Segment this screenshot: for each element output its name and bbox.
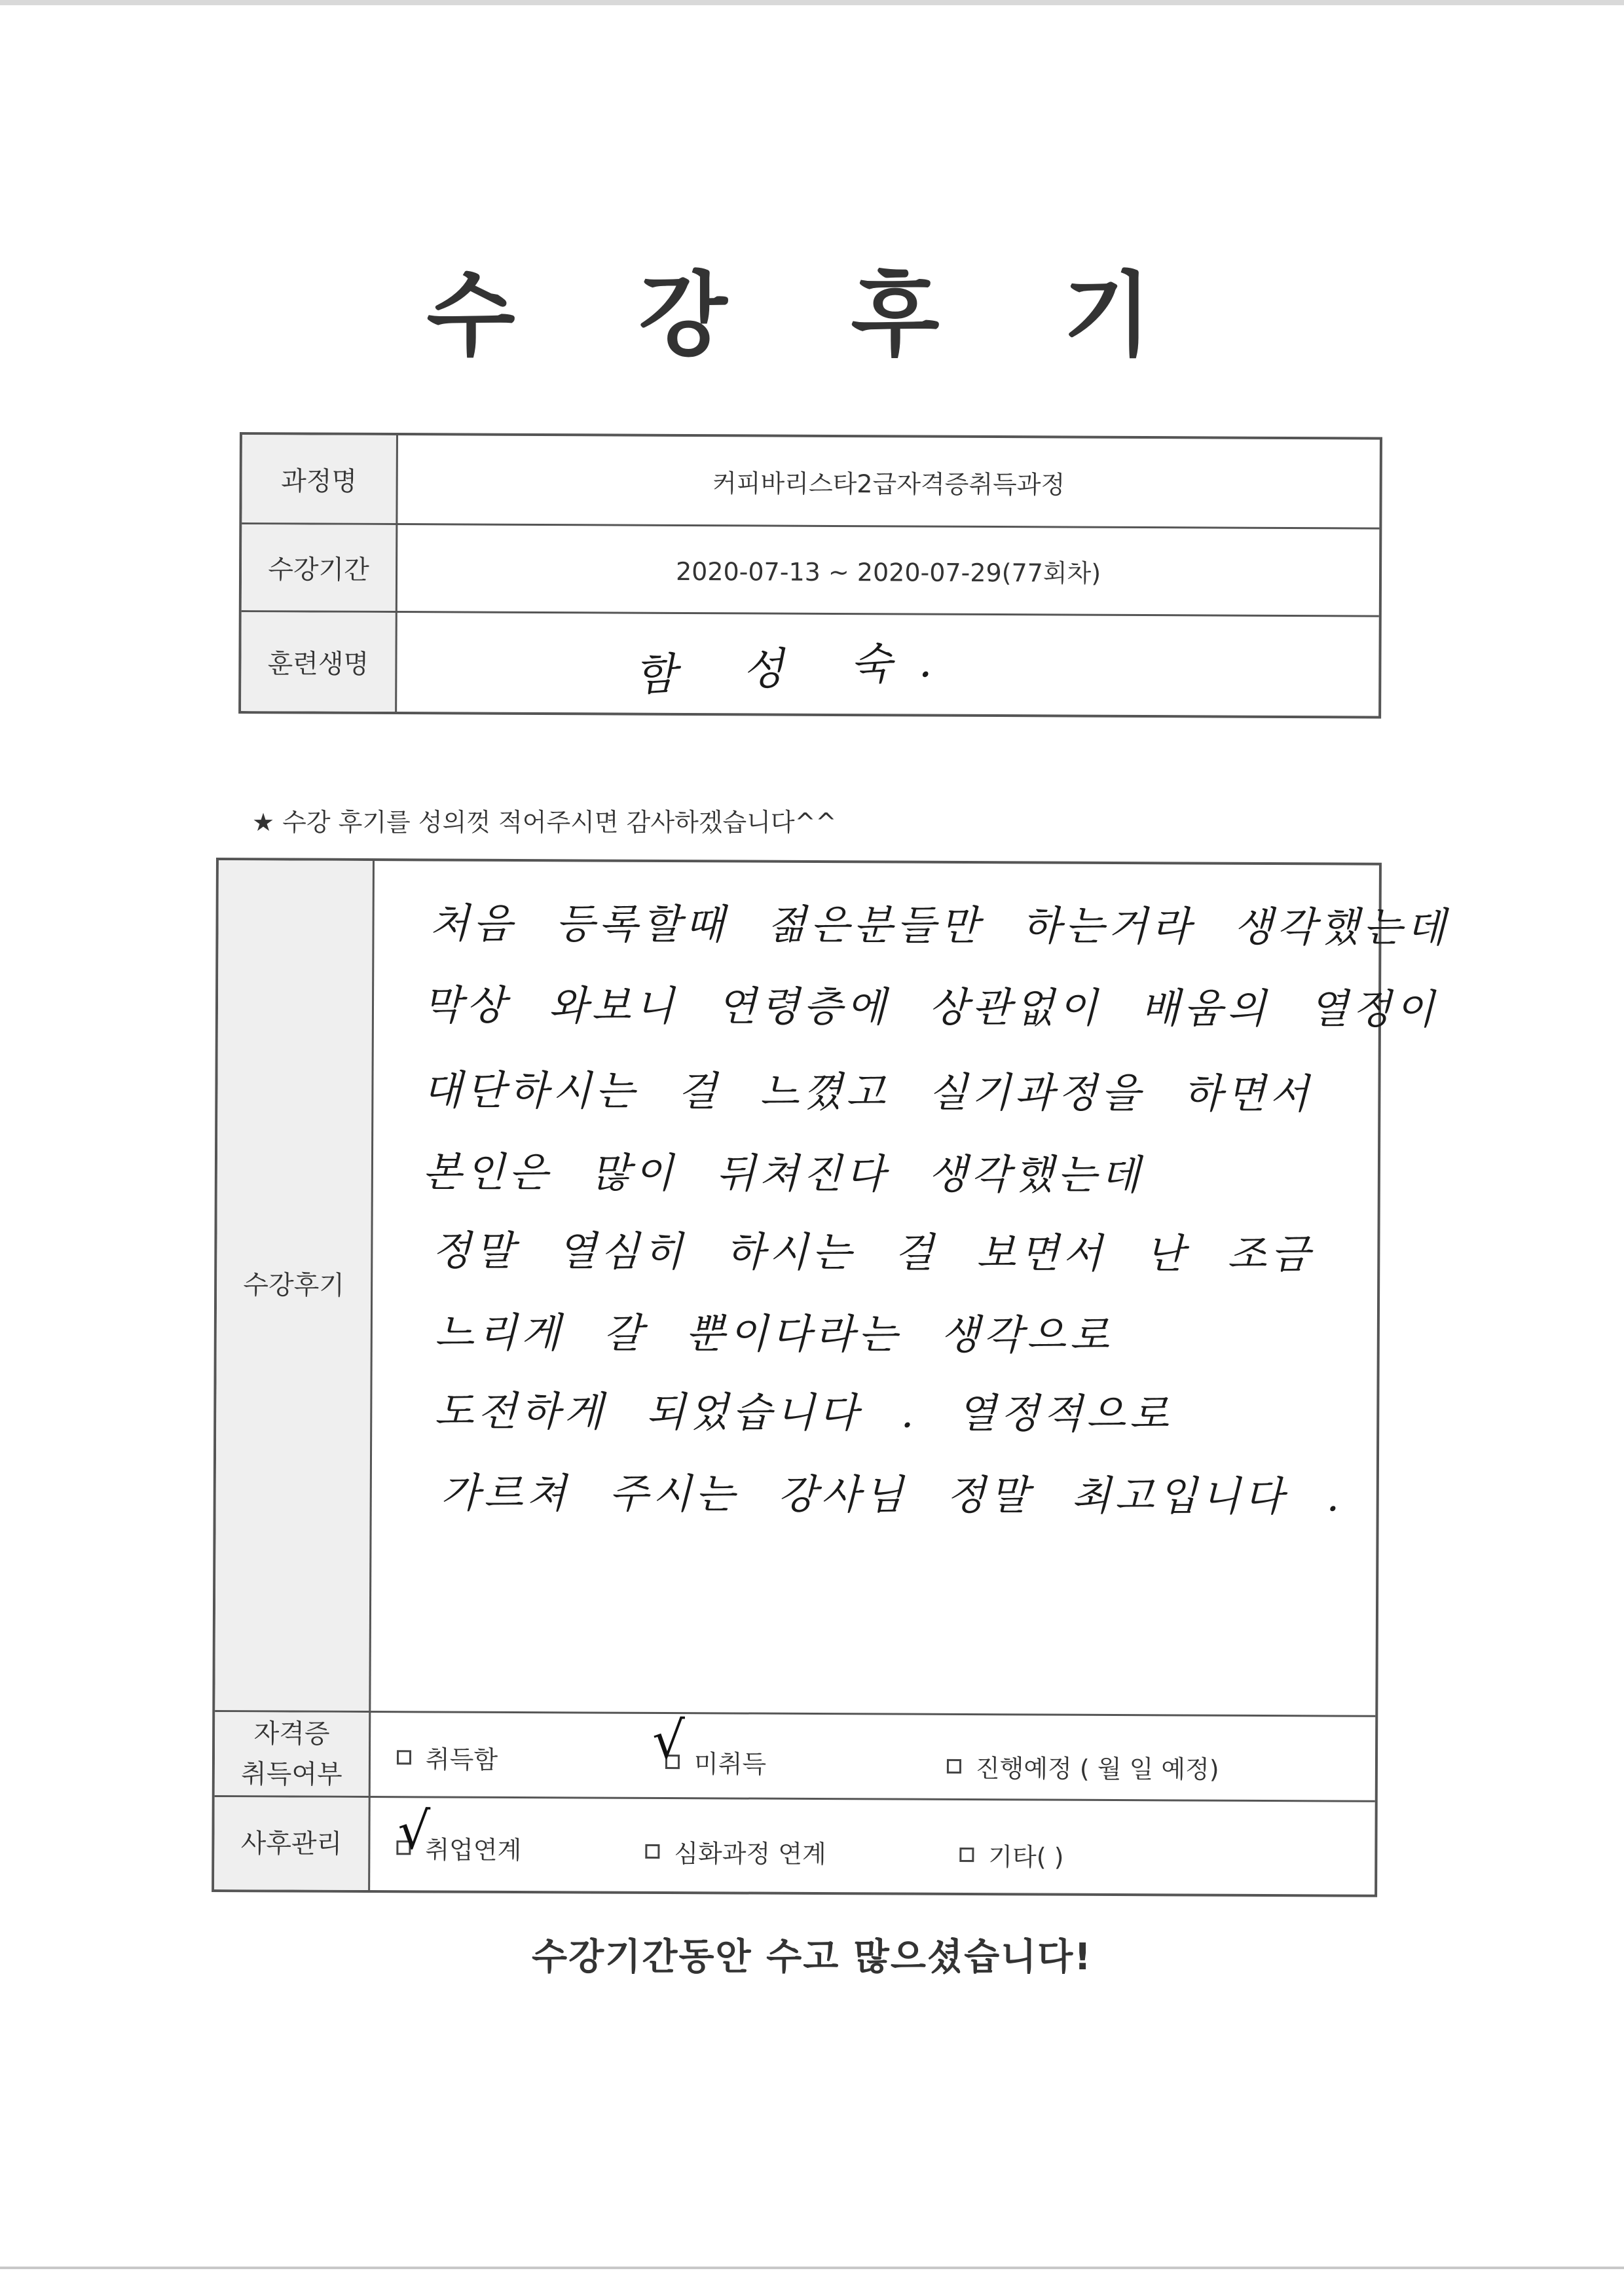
certificate-not-acquired-label: 미취득 — [693, 1749, 767, 1779]
page-title: 수 강 후 기 — [426, 263, 1198, 369]
checkbox[interactable] — [947, 1758, 961, 1773]
period-value: 2020-07-13 ~ 2020-07-29(77회차) — [675, 556, 1101, 588]
review-row — [215, 860, 1450, 1715]
aftercare-other-option[interactable] — [959, 1836, 1063, 1873]
certificate-label-line1: 자격증 — [253, 1718, 330, 1749]
page-top-edge — [0, 0, 1624, 5]
course-label: 과정명 — [242, 435, 398, 523]
certificate-label — [215, 1712, 371, 1796]
certificate-acquired-label: 취득함 — [425, 1745, 498, 1774]
checkbox[interactable] — [959, 1847, 974, 1861]
review-line: 가르쳐 주시는 강사님 정말 최고입니다 . — [440, 1468, 1344, 1521]
period-row — [242, 522, 1380, 615]
aftercare-other-label: 기타( ) — [988, 1842, 1064, 1872]
period-label: 수강기간 — [242, 524, 398, 611]
closing-message: 수강기간동안 수고 많으셨습니다! — [532, 1936, 1092, 1978]
course-info-table — [238, 432, 1382, 719]
certificate-planned-option[interactable] — [947, 1748, 1219, 1785]
trainee-row — [241, 610, 1379, 716]
certificate-row — [215, 1710, 1376, 1800]
aftercare-advanced-label: 심화과정 연계 — [674, 1839, 826, 1869]
aftercare-row — [214, 1795, 1375, 1895]
certificate-acquired-option[interactable] — [397, 1739, 498, 1776]
review-line: 도전하게 되었습니다 . 열정적으로 — [434, 1387, 1173, 1438]
page-bottom-edge — [0, 2267, 1624, 2269]
review-line: 정말 열심히 하시는 걸 보면서 난 조금 — [432, 1226, 1314, 1279]
review-line: 본인은 많이 뒤쳐진다 생각했는데 — [422, 1148, 1144, 1199]
review-line: 막상 와보니 연령층에 상관없이 배움의 열정이 — [422, 981, 1439, 1034]
course-row — [242, 435, 1380, 528]
checkbox[interactable] — [645, 1844, 659, 1858]
aftercare-options — [370, 1798, 1375, 1895]
review-handwritten-text — [371, 861, 1450, 1715]
aftercare-advanced-option[interactable] — [645, 1833, 826, 1870]
review-table — [212, 858, 1450, 1897]
checkbox[interactable] — [397, 1750, 411, 1764]
aftercare-employment-label: 취업연계 — [425, 1835, 522, 1865]
checkmark-icon: √ — [652, 1711, 686, 1771]
trainee-name-handwritten: 함 성 숙. — [633, 634, 959, 701]
certificate-label-line2: 취득여부 — [241, 1758, 342, 1790]
certificate-planned-label: 진행예정 ( 월 일 예정) — [975, 1754, 1219, 1784]
review-line: 처음 등록할때 젊은분들만 하는거라 생각했는데 — [430, 899, 1450, 952]
checkmark-icon: √ — [397, 1802, 431, 1861]
review-notice: ★ 수강 후기를 성의껏 적어주시면 감사하겠습니다^^ — [252, 808, 837, 837]
course-value: 커피바리스타2급자격증취득과정 — [712, 468, 1065, 499]
review-label: 수강후기 — [215, 860, 375, 1711]
trainee-label: 훈련생명 — [241, 612, 397, 712]
review-line: 대단하시는 걸 느꼈고 실기과정을 하면서 — [422, 1066, 1313, 1118]
review-line: 느리게 갈 뿐이다라는 생각으로 — [434, 1308, 1113, 1359]
aftercare-label: 사후관리 — [214, 1797, 371, 1890]
certificate-options — [371, 1713, 1376, 1800]
